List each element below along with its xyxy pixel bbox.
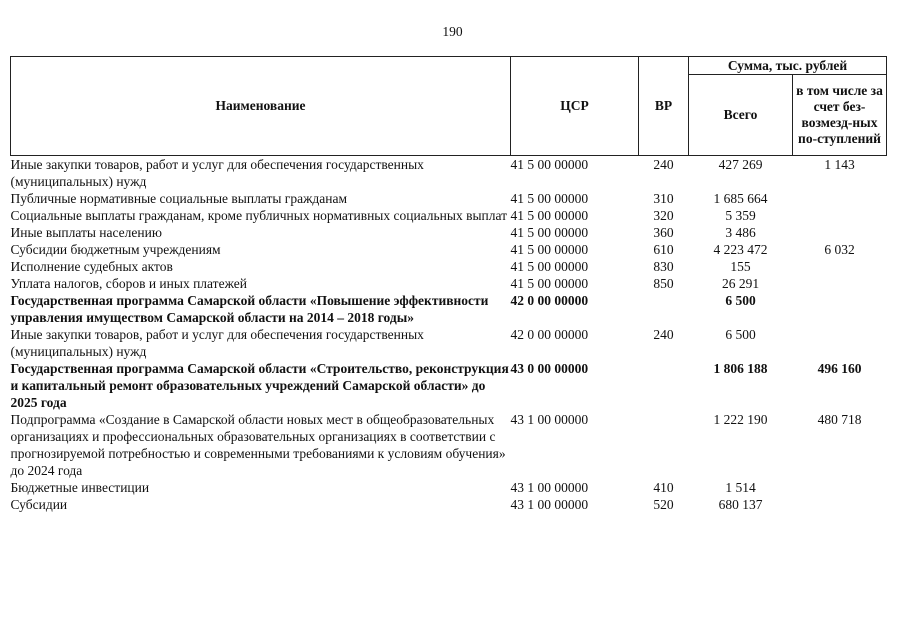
row-total: 680 137 [718, 497, 763, 512]
row-name: Субсидии [10, 497, 68, 512]
row-free [793, 275, 887, 292]
table-row [11, 224, 887, 241]
row-free [793, 292, 887, 326]
header-csr: ЦСР [511, 57, 639, 156]
header-vr: ВР [639, 57, 689, 156]
row-name: Социальные выплаты гражданам, кроме публичных нормативных социальных выплат [10, 208, 508, 223]
row-total: 26 291 [721, 276, 760, 291]
row-csr: 42 0 00 00000 [510, 293, 589, 308]
row-total: 4 223 472 [713, 242, 768, 257]
header-total: Всего [689, 75, 793, 156]
header-sum-group: Сумма, тыс. рублей [689, 57, 887, 75]
row-free [793, 258, 887, 275]
row-free [793, 190, 887, 207]
table-row [11, 326, 887, 360]
row-vr: 410 [653, 480, 674, 495]
row-vr: 610 [653, 242, 674, 257]
row-csr: 43 1 00 00000 [510, 480, 589, 495]
row-csr: 41 5 00 00000 [510, 276, 589, 291]
row-vr [639, 292, 689, 326]
row-free: 496 160 [817, 361, 862, 376]
row-total: 1 222 190 [713, 412, 768, 427]
row-name: Государственная программа Самарской области «Повышение эффективности управления имуществом Самарской области на 2014 – 2018 годы» [10, 293, 489, 325]
header-name: Наименование [11, 57, 511, 156]
row-total: 3 486 [725, 225, 756, 240]
row-free: 480 718 [817, 412, 862, 427]
row-free [793, 479, 887, 496]
row-vr: 520 [653, 497, 674, 512]
row-free: 1 143 [824, 157, 855, 172]
table-row [11, 411, 887, 479]
row-total: 5 359 [725, 208, 756, 223]
row-vr: 320 [653, 208, 674, 223]
row-vr: 240 [653, 157, 674, 172]
row-free [793, 207, 887, 224]
row-name: Государственная программа Самарской области «Строительство, реконструкция и капитальный ремонт образовательных учреждений Самарской области» до 2025 года [10, 361, 509, 410]
header-free: в том числе за счет без-возмезд-ных по-ступлений [793, 75, 887, 156]
row-csr: 41 5 00 00000 [510, 208, 589, 223]
table-row [11, 275, 887, 292]
table-row [11, 241, 887, 258]
row-total: 6 500 [725, 293, 756, 308]
row-vr: 850 [653, 276, 674, 291]
table-row [11, 258, 887, 275]
table-row [11, 479, 887, 496]
row-free: 6 032 [824, 242, 855, 257]
row-free [793, 496, 887, 513]
row-name: Иные закупки товаров, работ и услуг для обеспечения государственных (муниципальных) нужд [10, 327, 424, 359]
row-name: Иные выплаты населению [10, 225, 162, 240]
table-row [11, 292, 887, 326]
table-row [11, 156, 887, 191]
row-name: Субсидии бюджетным учреждениям [10, 242, 221, 257]
row-csr: 41 5 00 00000 [510, 225, 589, 240]
row-total: 1 685 664 [713, 191, 768, 206]
row-name: Бюджетные инвестиции [10, 480, 150, 495]
row-csr: 43 1 00 00000 [510, 497, 589, 512]
row-csr: 41 5 00 00000 [510, 259, 589, 274]
row-vr: 830 [653, 259, 674, 274]
table-body [11, 156, 887, 514]
row-vr [639, 411, 689, 479]
row-total: 1 514 [725, 480, 756, 495]
row-name: Подпрограмма «Создание в Самарской области новых мест в общеобразовательных организациях и профессиональных образовательных организациях в соответствии с прогнозируемой потребностью и современными требованиями к условиям обучения» до 2024 года [10, 412, 506, 478]
row-free [793, 326, 887, 360]
row-name: Исполнение судебных актов [10, 259, 173, 274]
page-number: 190 [442, 24, 463, 39]
row-total: 427 269 [718, 157, 763, 172]
row-name: Уплата налогов, сборов и иных платежей [10, 276, 247, 291]
row-name: Публичные нормативные социальные выплаты гражданам [10, 191, 348, 206]
row-total: 1 806 188 [713, 361, 768, 376]
row-vr: 310 [653, 191, 674, 206]
budget-table [10, 56, 887, 513]
row-name: Иные закупки товаров, работ и услуг для обеспечения государственных (муниципальных) нужд [10, 157, 424, 189]
row-total: 155 [730, 259, 751, 274]
row-csr: 41 5 00 00000 [510, 191, 589, 206]
row-csr: 41 5 00 00000 [510, 157, 589, 172]
table-row [11, 360, 887, 411]
table-row [11, 207, 887, 224]
row-csr: 43 0 00 00000 [510, 361, 589, 376]
table-header [11, 57, 887, 156]
row-csr: 41 5 00 00000 [510, 242, 589, 257]
table-row [11, 190, 887, 207]
row-vr: 240 [653, 327, 674, 342]
row-free [793, 224, 887, 241]
row-vr: 360 [653, 225, 674, 240]
row-total: 6 500 [725, 327, 756, 342]
row-csr: 42 0 00 00000 [510, 327, 589, 342]
row-csr: 43 1 00 00000 [510, 412, 589, 427]
row-vr [639, 360, 689, 411]
table-row [11, 496, 887, 513]
